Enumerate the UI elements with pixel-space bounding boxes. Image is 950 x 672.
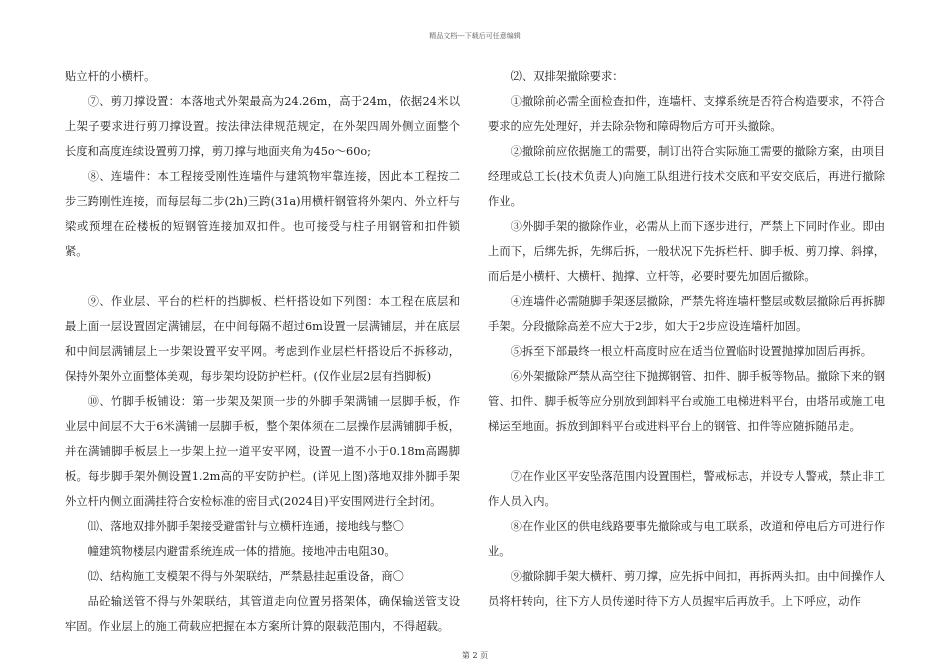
blank-line [488,439,885,464]
paragraph: ⑨、作业层、平台的栏杆的挡脚板、栏杆搭设如下列图：本工程在底层和最上面一层设置固定满铺层，在中间每隔不超过6m设置一层满铺层，并在底层和中间层满铺层上一步架设置平安平网。考虑到作业层栏杆搭设后不拆移动，保持外架外立面整体美观，每步架均设防护栏杆。(仅作业层2层有挡脚板) [65,295,460,383]
paragraph: ⑩、竹脚手板铺设：第一步架及架顶一步的外脚手架满铺一层脚手板，作业层中间层不大于6米满铺一层脚手板，整个架体须在二层操作层满铺脚手板，并在满铺脚手板层上一步架上拉一道平安平网，设置一道不小于0.18m高踢脚板。每步脚手架外侧设置1.2m高的平安防护栏。(详见上图)落地双排外脚手架外立杆内侧立面满挂符合安检标准的密目式(2024目)平安围网进行全封闭。 [65,395,460,508]
page-number: 第 2 页 [461,651,489,660]
paragraph: 幢建筑物楼层内避雷系统连成一体的措施。接地冲击电阻30。 [87,545,396,558]
paragraph: 贴立杆的小横杆。 [65,70,156,83]
paragraph: ①撤除前必需全面检查扣件，连墙杆、支撑系统是否符合构造要求，不符合要求的应先处理好，并去除杂物和障碍物后方可开头撤除。 [488,95,885,133]
paragraph: ⑤拆至下部最终一根立杆高度时应在适当位置临时设置抛撑加固后再拆。 [510,345,873,358]
paragraph: 品砼输送管不得与外架联结，其管道走向位置另搭架体，确保输送管支设牢固。作业层上的施工荷载应把握在本方案所计算的限载范围内，不得超载。 [65,595,460,633]
paragraph: ④连墙件必需随脚手架逐层撤除，严禁先将连墙杆整层或数层撤除后再拆脚手架。分段撤除高差不应大于2步，如大于2步应设连墙杆加固。 [488,295,885,333]
paragraph: ⑿、结构施工支模架不得与外架联结，严禁悬挂起重设备，商〇 [87,570,404,583]
paragraph: ⑦在作业区平安坠落范围内设置围栏，警戒标志，并设专人警戒，禁止非工作人员入内。 [488,470,885,508]
paragraph: ⑨撤除脚手架大横杆、剪刀撑，应先拆中间扣，再拆两头扣。由中间操作人员将杆转向，往下方人员传递时待下方人员握牢后再放手。上下呼应，动作 [488,570,885,608]
paragraph: ②撤除前应依据施工的需要，制订出符合实际施工需要的撤除方案，由项目经理或总工长(技术负责人)向施工队组进行技术交底和平安交底后，再进行撤除作业。 [488,145,885,208]
paragraph: ③外脚手架的撤除作业，必需从上而下逐步进行，严禁上下同时作业。即由上而下，后绑先拆，先绑后拆，一般状况下先拆栏杆、脚手板、剪刀撑、斜撑，而后是小横杆、大横杆、抛撑、立杆等，必要时要先加固后撤除。 [488,220,885,283]
paragraph: ⑧、连墙件：本工程接受刚性连墙件与建筑物牢靠连接，因此本工程按二步三跨刚性连接，而每层每二步(2h)三跨(31a)用横杆钢管将外架内、外立杆与梁或预埋在砼楼板的短钢管连接加双扣件。也可接受与柱子用钢管和扣件锁紧。 [65,170,460,258]
paragraph: ⑵、双排架撤除要求： [510,70,624,83]
paragraph: ⑦、剪刀撑设置：本落地式外架最高为24.26m，高于24m，依据24米以上架子要求进行剪刀撑设置。按法律法律规范规定，在外架四周外侧立面整个长度和高度连续设置剪刀撑，剪刀撑与地面夹角为45o～60o; [65,95,460,158]
paragraph: ⑧在作业区的供电线路要事先撤除或与电工联系，改道和停电后方可进行作业。 [488,520,885,558]
paragraph: ⑥外架撤除严禁从高空往下抛掷钢管、扣件、脚手板等物品。撤除下来的钢管、扣件、脚手板等应分别放到卸料平台或施工电梯进料平台，由塔吊或施工电梯运至地面。拆放到卸料平台或进料平台上的钢管、扣件等应随拆随吊走。 [488,370,885,433]
page-header: 精品文档---下载后可任意编辑 [429,32,521,40]
right-column [488,64,885,614]
blank-line [65,264,460,289]
left-column [65,64,460,639]
paragraph: ⑾、落地双排外脚手架接受避雷针与立横杆连通，接地线与整〇 [87,520,404,533]
